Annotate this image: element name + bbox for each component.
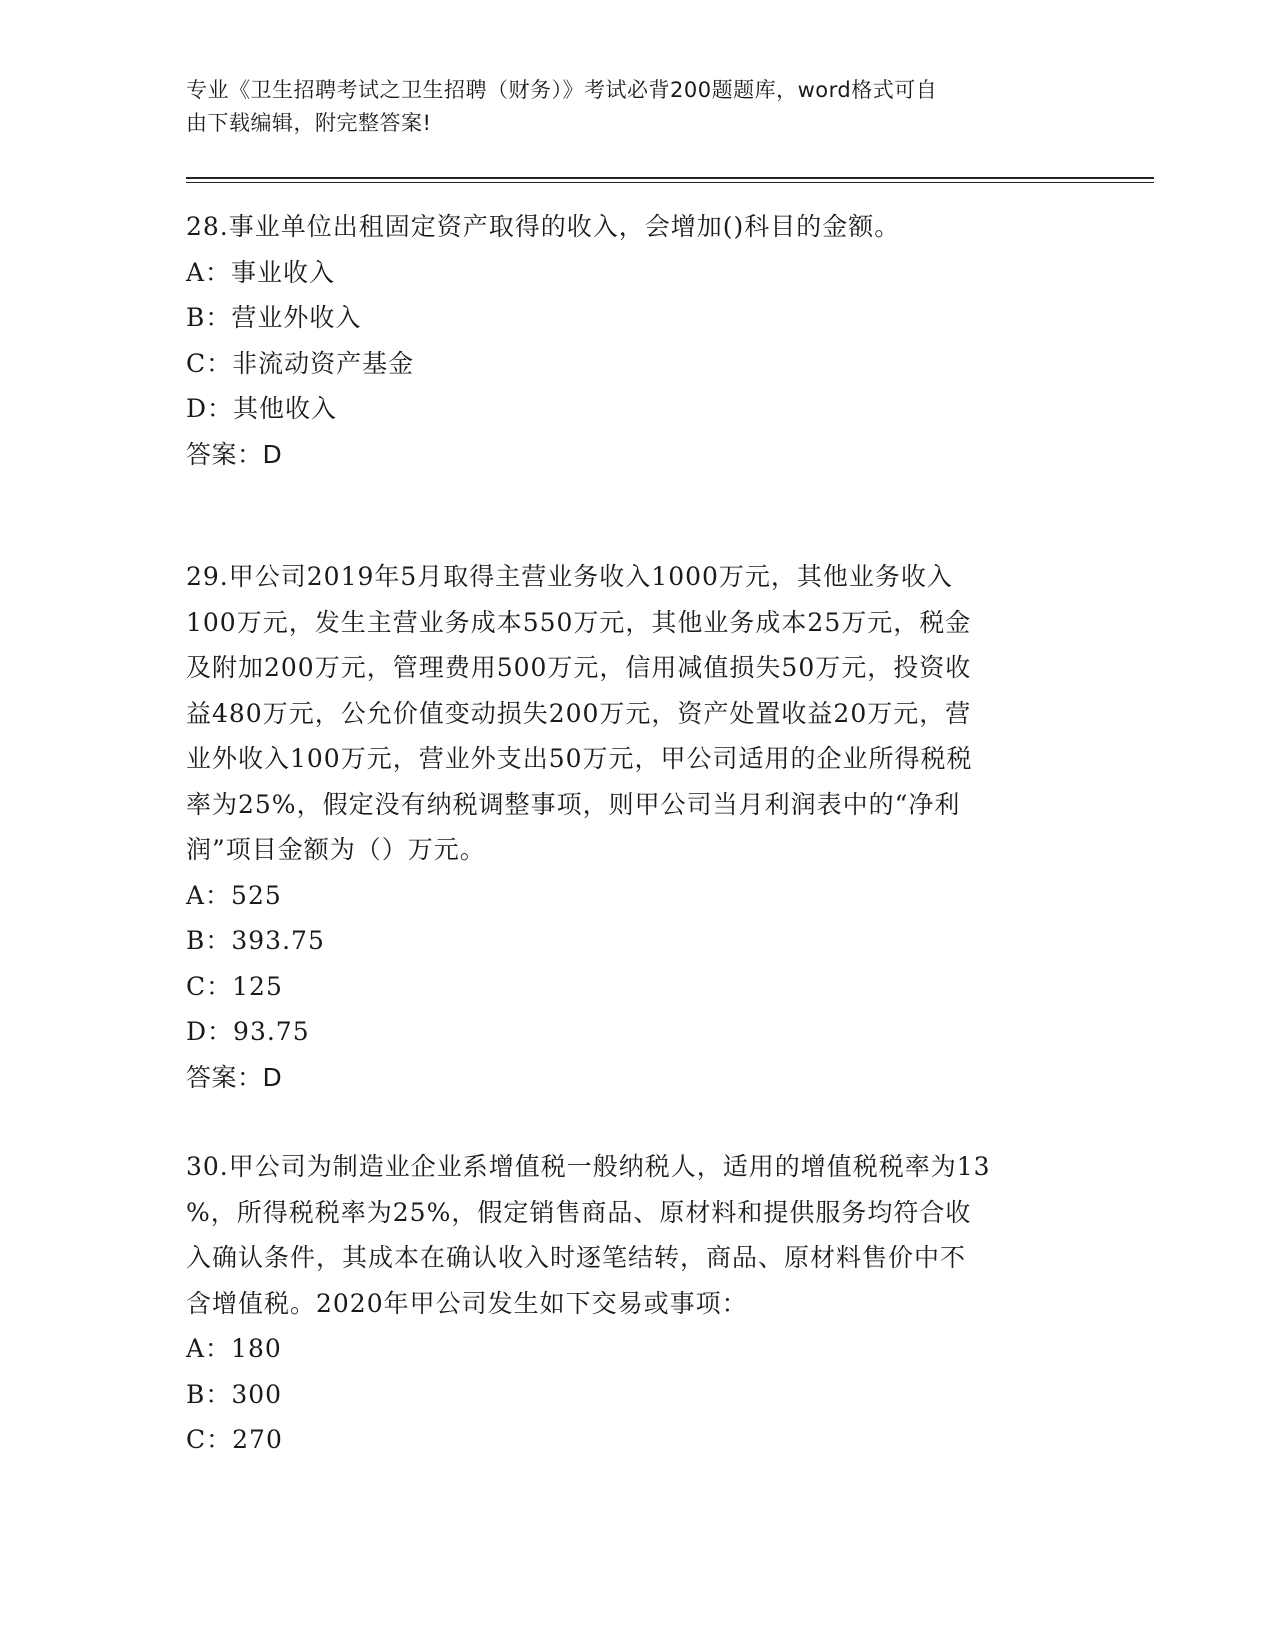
answer-line: 答案：D (186, 439, 283, 469)
header-line-2: 由下载编辑，附完整答案! (186, 111, 432, 135)
option-d: D：93.75 (186, 1017, 310, 1046)
option-c: C：非流动资产基金 (186, 348, 415, 378)
option-c: C：125 (186, 971, 283, 1001)
header-divider-thick (186, 177, 1154, 179)
stem-line: 100万元，发生主营业务成本550万元，其他业务成本25万元，税金 (186, 607, 972, 637)
answer-line: 答案：D (186, 1062, 283, 1092)
stem-line: 29.甲公司2019年5月取得主营业务收入1000万元，其他业务收入 (186, 562, 953, 591)
question-30 (186, 1144, 1086, 1463)
stem-line: 30.甲公司为制造业企业系增值税一般纳税人，适用的增值税税率为13 (186, 1152, 991, 1181)
option-b: B：300 (186, 1379, 283, 1409)
document-header (186, 74, 1076, 140)
stem-line: 入确认条件，其成本在确认收入时逐笔结转，商品、原材料售价中不 (186, 1243, 967, 1272)
option-a: A：事业收入 (186, 257, 336, 287)
question-28 (186, 204, 1086, 477)
stem-line: %，所得税税率为25%，假定销售商品、原材料和提供服务均符合收 (186, 1197, 972, 1227)
stem-line: 润”项目金额为（）万元。 (186, 835, 486, 864)
question-29 (186, 554, 1086, 1100)
option-a: A：180 (186, 1334, 282, 1363)
question-stem (186, 204, 1086, 250)
stem-line: 业外收入100万元，营业外支出50万元，甲公司适用的企业所得税税 (186, 744, 973, 773)
header-divider-thin (186, 182, 1154, 183)
stem-line: 含增值税。2020年甲公司发生如下交易或事项： (186, 1288, 748, 1318)
option-a: A：525 (186, 880, 282, 910)
stem-line: 率为25%，假定没有纳税调整事项，则甲公司当月利润表中的“净利 (186, 789, 961, 819)
question-stem (186, 1144, 1086, 1326)
option-c: C：270 (186, 1425, 283, 1454)
option-b: B：393.75 (186, 926, 325, 955)
stem-line: 28.事业单位出租固定资产取得的收入，会增加()科目的金额。 (186, 212, 901, 241)
question-stem (186, 554, 1086, 873)
option-d: D：其他收入 (186, 394, 338, 423)
stem-line: 益480万元，公允价值变动损失200万元，资产处置收益20万元，营 (186, 698, 972, 728)
option-b: B：营业外收入 (186, 303, 362, 332)
stem-line: 及附加200万元，管理费用500万元，信用减值损失50万元，投资收 (186, 653, 972, 682)
header-line-1: 专业《卫生招聘考试之卫生招聘（财务）》考试必背200题题库，word格式可自 (186, 78, 938, 102)
